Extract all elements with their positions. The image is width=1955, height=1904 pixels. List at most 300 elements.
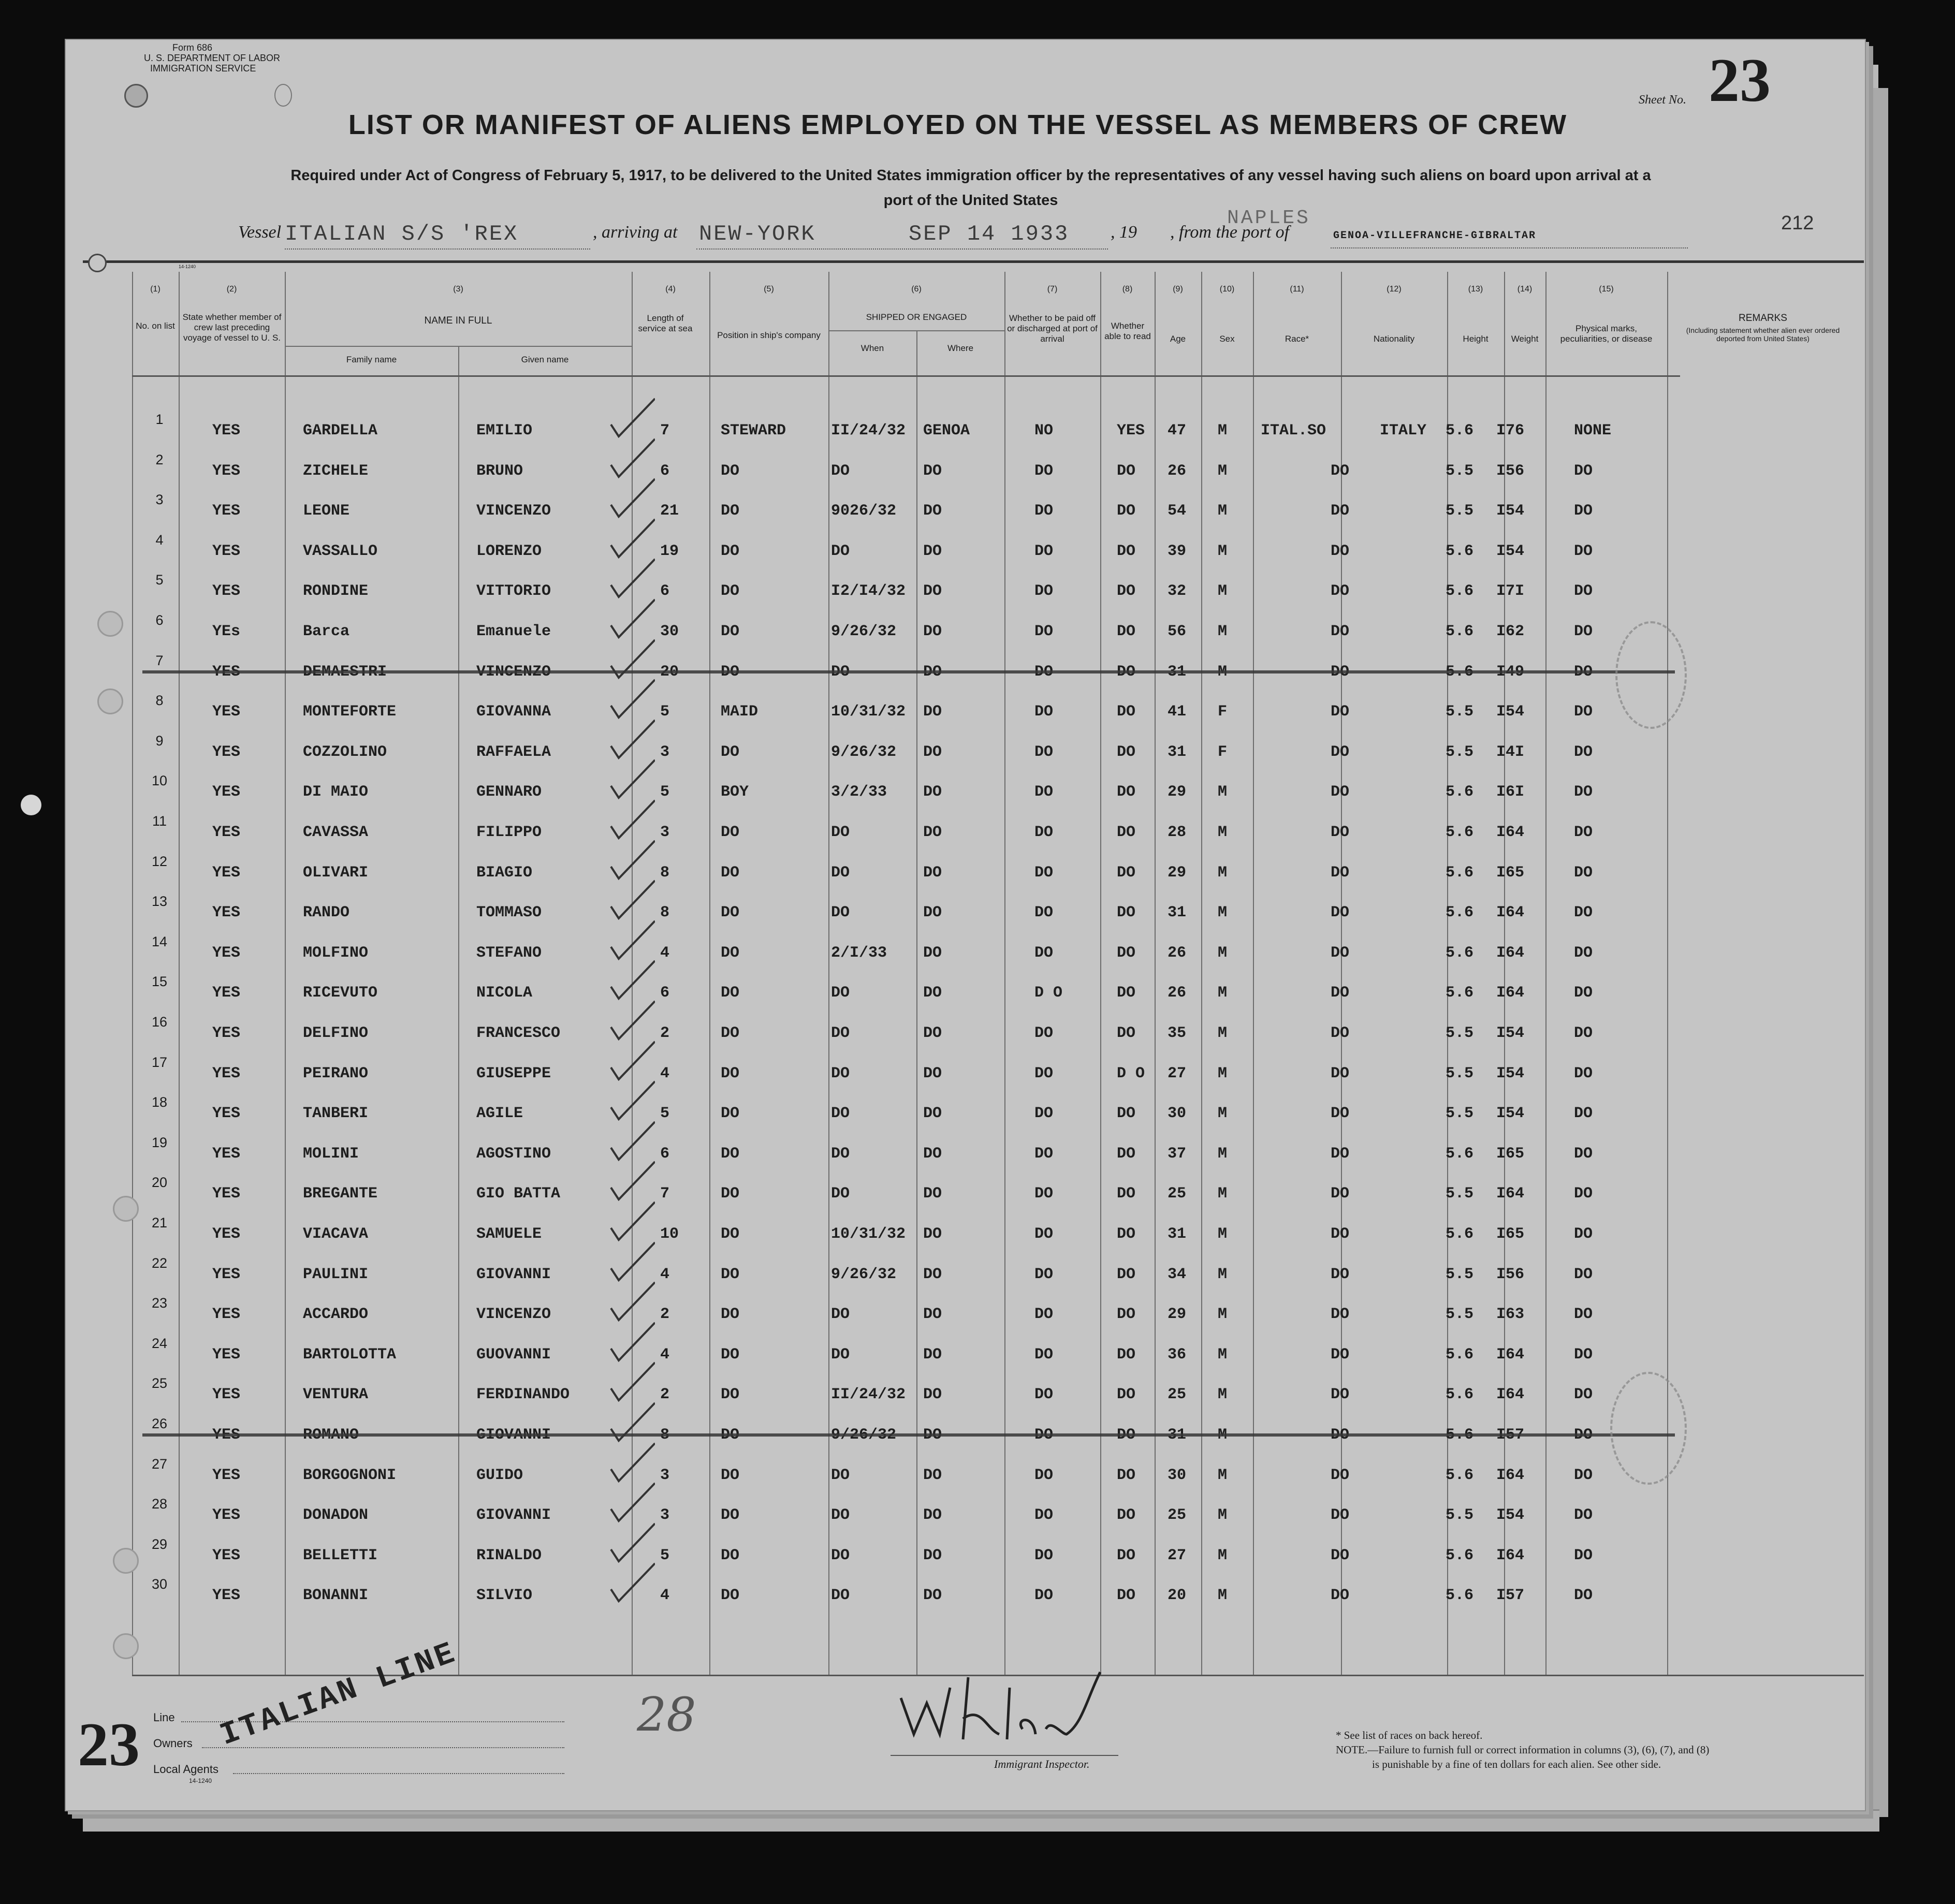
cell-physical: DO — [1574, 944, 1593, 962]
cell-state: YES — [212, 783, 241, 801]
cell-read: DO — [1117, 582, 1136, 601]
cell-weight: I54 — [1496, 1506, 1525, 1525]
cell-where: DO — [923, 1587, 942, 1605]
col-header-where: Where — [947, 343, 974, 353]
col-header-paid-off: Whether to be paid off or discharged at port of arrival — [1007, 313, 1098, 344]
cell-position: BOY — [721, 783, 749, 801]
cell-read: DO — [1117, 863, 1136, 882]
cell-weight: I56 — [1496, 462, 1525, 480]
back-sheet-bottom — [83, 1809, 1879, 1832]
cell-length: 5 — [660, 703, 670, 721]
cell-weight: I57 — [1496, 1426, 1525, 1444]
cell-where: DO — [923, 1466, 942, 1484]
cell-where: DO — [923, 1225, 942, 1243]
cell-sex: M — [1218, 1024, 1228, 1042]
cell-length: 5 — [660, 1546, 670, 1564]
col-num-11: (11) — [1290, 285, 1304, 294]
cell-height: 5.6 — [1446, 783, 1474, 801]
cell-height: 5.5 — [1446, 1185, 1474, 1203]
grid-line-13 — [1253, 272, 1254, 1675]
checkmark-icon — [603, 436, 655, 483]
cell-paid: DO — [1034, 1546, 1054, 1564]
cell-sex: F — [1218, 703, 1228, 721]
cell-position: DO — [721, 1345, 740, 1364]
cell-given: FILIPPO — [476, 824, 542, 841]
checkmark-icon — [603, 1039, 655, 1086]
back-sheet-edge-2 — [1872, 88, 1888, 1817]
cell-sex: M — [1218, 1345, 1228, 1364]
cell-age: 30 — [1168, 1105, 1187, 1123]
cell-read: DO — [1117, 1265, 1136, 1283]
row-number: 2 — [155, 451, 164, 467]
row-number: 11 — [152, 813, 167, 829]
cell-state: YES — [212, 1024, 241, 1042]
cell-race: DO — [1331, 944, 1350, 962]
sheet-number: 23 — [1709, 46, 1771, 114]
col-header-given: Given name — [521, 355, 569, 364]
row-number: 21 — [151, 1215, 168, 1231]
cell-length: 4 — [660, 1265, 670, 1283]
cell-family: MOLINI — [303, 1145, 359, 1163]
cell-sex: M — [1218, 1265, 1228, 1283]
cell-when: 10/31/32 — [831, 703, 906, 721]
row-number: 26 — [151, 1416, 168, 1431]
cell-given: TOMMASO — [476, 904, 542, 922]
cell-where: DO — [923, 542, 942, 560]
cell-where: DO — [923, 1105, 942, 1123]
cell-race: DO — [1331, 1024, 1350, 1042]
cell-family: LEONE — [303, 502, 350, 520]
cell-length: 30 — [660, 623, 679, 640]
strike-through-line — [142, 1433, 1675, 1437]
col-header-state: State whether member of crew last preceding voyage of vessel to U. S. — [182, 312, 282, 343]
cell-physical: DO — [1574, 663, 1593, 681]
checkmark-icon — [603, 1400, 655, 1447]
cell-when: DO — [831, 984, 850, 1002]
cell-age: 26 — [1168, 462, 1187, 480]
cell-given: SAMUELE — [476, 1225, 542, 1243]
checkmark-icon — [603, 1561, 655, 1607]
cell-paid: DO — [1034, 663, 1054, 681]
checkmark-icon — [603, 1119, 655, 1166]
cell-age: 20 — [1168, 1587, 1187, 1605]
row-number: 1 — [155, 412, 164, 427]
ship-number: 212 — [1781, 212, 1814, 234]
year-label: , 19 — [1111, 223, 1137, 242]
cell-weight: I56 — [1496, 1265, 1525, 1283]
cell-given: STEFANO — [476, 944, 542, 962]
cell-paid: DO — [1034, 1265, 1054, 1283]
cell-height: 5.5 — [1446, 743, 1474, 761]
cell-age: 29 — [1168, 863, 1187, 882]
checkmark-icon — [603, 1521, 655, 1568]
strike-through-line — [142, 670, 1675, 673]
grid-line-10 — [1100, 272, 1101, 1675]
cell-age: 31 — [1168, 904, 1187, 922]
cell-position: DO — [721, 904, 740, 922]
grid-line-16 — [1504, 272, 1505, 1675]
cell-state: YES — [212, 1587, 241, 1605]
row-number: 13 — [151, 894, 168, 910]
row-number: 10 — [151, 773, 168, 789]
cell-race: DO — [1331, 863, 1350, 882]
cell-where: DO — [923, 824, 942, 841]
cell-position: DO — [721, 1105, 740, 1123]
cell-length: 7 — [660, 1185, 670, 1203]
cell-where: DO — [923, 1145, 942, 1163]
cell-race: DO — [1331, 1225, 1350, 1243]
checkmark-icon — [603, 878, 655, 925]
cell-length: 8 — [660, 863, 670, 882]
cell-when: DO — [831, 863, 850, 882]
grid-line-14 — [1341, 272, 1342, 1675]
cell-length: 3 — [660, 824, 670, 841]
cell-where: DO — [923, 462, 942, 480]
cell-length: 2 — [660, 1306, 670, 1324]
cell-when: DO — [831, 542, 850, 560]
cell-weight: I65 — [1496, 1145, 1525, 1163]
cell-sex: M — [1218, 984, 1228, 1002]
cell-family: VASSALLO — [303, 542, 378, 560]
cell-state: YES — [212, 582, 241, 601]
cell-length: 4 — [660, 1587, 670, 1605]
checkmark-icon — [603, 999, 655, 1045]
cell-position: DO — [721, 1145, 740, 1163]
col-num-13: (13) — [1468, 285, 1483, 294]
footer-owners-underline — [202, 1747, 564, 1748]
punch-hole-dark — [21, 795, 41, 815]
cell-state: YES — [212, 422, 241, 440]
col-header-nationality: Nationality — [1373, 334, 1415, 344]
cell-position: DO — [721, 863, 740, 882]
cell-height: 5.6 — [1446, 824, 1474, 841]
cell-when: DO — [831, 663, 850, 681]
row-number: 5 — [155, 572, 164, 588]
cell-state: YES — [212, 1064, 241, 1082]
cell-length: 19 — [660, 542, 679, 560]
cell-paid: DO — [1034, 1386, 1054, 1404]
cell-physical: DO — [1574, 904, 1593, 922]
cell-height: 5.6 — [1446, 984, 1474, 1002]
cell-state: YES — [212, 1546, 241, 1564]
cell-state: YES — [212, 1105, 241, 1123]
vessel-label: Vessel — [238, 223, 282, 242]
cell-when: DO — [831, 1546, 850, 1564]
checkmark-icon — [603, 1079, 655, 1125]
manifest-sheet — [65, 39, 1866, 1811]
col-header-remarks: REMARKS — [1739, 313, 1787, 324]
cell-paid: NO — [1034, 422, 1054, 440]
inspector-underline — [891, 1755, 1118, 1756]
col-num-12: (12) — [1387, 285, 1402, 294]
cell-age: 30 — [1168, 1466, 1187, 1484]
checkmark-icon — [603, 396, 655, 443]
cell-when: I2/I4/32 — [831, 582, 906, 601]
row-number: 29 — [151, 1536, 168, 1552]
cell-sex: M — [1218, 663, 1228, 681]
cell-race: DO — [1331, 1386, 1350, 1404]
col-header-sex: Sex — [1219, 334, 1235, 344]
cell-where: DO — [923, 1265, 942, 1283]
arriving-label: , arriving at — [593, 223, 678, 242]
cell-given: FRANCESCO — [476, 1024, 561, 1042]
port-underline — [1331, 247, 1688, 248]
binder-hole-2 — [97, 689, 123, 714]
cell-age: 27 — [1168, 1546, 1187, 1564]
cell-given: AGOSTINO — [476, 1145, 551, 1163]
cell-when: DO — [831, 904, 850, 922]
cell-paid: DO — [1034, 1064, 1054, 1082]
cell-family: DEMAESTRI — [303, 663, 387, 681]
cell-height: 5.5 — [1446, 1064, 1474, 1082]
cell-physical: DO — [1574, 1506, 1593, 1525]
cell-where: DO — [923, 1426, 942, 1444]
cell-race: DO — [1331, 703, 1350, 721]
vessel-underline — [285, 248, 590, 250]
cell-height: 5.6 — [1446, 863, 1474, 882]
cell-paid: DO — [1034, 1185, 1054, 1203]
checkmark-icon — [603, 556, 655, 603]
grid-line-15 — [1447, 272, 1448, 1675]
cell-when: DO — [831, 1024, 850, 1042]
cell-read: DO — [1117, 1506, 1136, 1525]
cell-family: PAULINI — [303, 1265, 369, 1283]
cell-given: RAFFAELA — [476, 743, 551, 761]
cell-height: 5.5 — [1446, 462, 1474, 480]
page-title: LIST OR MANIFEST OF ALIENS EMPLOYED ON THE VESSEL AS MEMBERS OF CREW — [348, 109, 1568, 140]
department-seal-icon — [124, 84, 148, 108]
cell-race: DO — [1331, 582, 1350, 601]
cell-state: YES — [212, 944, 241, 962]
cell-where: GENOA — [923, 422, 970, 440]
cell-when: DO — [831, 1105, 850, 1123]
cell-read: D O — [1117, 1064, 1145, 1082]
checkmark-icon — [603, 637, 655, 684]
cell-state: YES — [212, 462, 241, 480]
cell-sex: M — [1218, 1145, 1228, 1163]
cell-age: 25 — [1168, 1185, 1187, 1203]
cell-physical: DO — [1574, 703, 1593, 721]
cell-family: BREGANTE — [303, 1185, 378, 1203]
cell-where: DO — [923, 984, 942, 1002]
cell-read: DO — [1117, 1225, 1136, 1243]
cell-race: DO — [1331, 502, 1350, 520]
cell-age: 25 — [1168, 1506, 1187, 1525]
cell-sex: M — [1218, 1466, 1228, 1484]
cell-physical: DO — [1574, 1145, 1593, 1163]
cell-physical: NONE — [1574, 422, 1612, 440]
cell-position: STEWARD — [721, 422, 786, 440]
cell-height: 5.5 — [1446, 1265, 1474, 1283]
col-header-length: Length of service at sea — [638, 313, 693, 333]
col-num-14: (14) — [1517, 285, 1533, 294]
small-code: 14-1240 — [179, 264, 196, 269]
cell-read: DO — [1117, 1105, 1136, 1123]
cell-read: DO — [1117, 1024, 1136, 1042]
cell-family: ROMANO — [303, 1426, 359, 1444]
cell-physical: DO — [1574, 863, 1593, 882]
cell-age: 36 — [1168, 1345, 1187, 1364]
cell-height: 5.5 — [1446, 1306, 1474, 1324]
cell-position: DO — [721, 582, 740, 601]
checkmark-icon — [603, 1199, 655, 1246]
cell-state: YES — [212, 1185, 241, 1203]
cell-position: DO — [721, 1546, 740, 1564]
cell-sex: M — [1218, 462, 1228, 480]
cell-read: DO — [1117, 542, 1136, 560]
cell-physical: DO — [1574, 1466, 1593, 1484]
row-number: 8 — [155, 693, 164, 709]
cell-position: DO — [721, 1506, 740, 1525]
cell-paid: DO — [1034, 703, 1054, 721]
cell-height: 5.6 — [1446, 582, 1474, 601]
cell-state: YES — [212, 502, 241, 520]
cell-where: DO — [923, 1386, 942, 1404]
cell-weight: I64 — [1496, 904, 1525, 922]
footer-line-label: Line — [153, 1711, 175, 1724]
cell-read: DO — [1117, 743, 1136, 761]
cell-family: ZICHELE — [303, 462, 369, 480]
footnotes — [1336, 1728, 1709, 1771]
cell-family: TANBERI — [303, 1105, 369, 1123]
cell-weight: I54 — [1496, 542, 1525, 560]
cell-given: BIAGIO — [476, 863, 533, 882]
cell-physical: DO — [1574, 1064, 1593, 1082]
cell-given: BRUNO — [476, 462, 523, 480]
cell-family: ACCARDO — [303, 1306, 369, 1324]
cell-physical: DO — [1574, 1306, 1593, 1324]
cell-height: 5.6 — [1446, 1145, 1474, 1163]
cell-family: MONTEFORTE — [303, 703, 397, 721]
row-number: 20 — [151, 1175, 168, 1191]
cell-state: YES — [212, 984, 241, 1002]
row-number: 4 — [155, 532, 164, 548]
cell-given: VINCENZO — [476, 502, 551, 520]
arriving-underline — [696, 248, 1108, 250]
cell-length: 2 — [660, 1386, 670, 1404]
vessel-value: ITALIAN S/S 'REX — [285, 222, 519, 246]
cell-where: DO — [923, 1185, 942, 1203]
cell-race: DO — [1331, 1426, 1350, 1444]
cell-height: 5.6 — [1446, 904, 1474, 922]
row-number: 7 — [155, 652, 164, 668]
checkmark-icon — [603, 838, 655, 885]
stamp-sheet-number: 23 — [78, 1710, 140, 1779]
cell-physical: DO — [1574, 623, 1593, 640]
cell-read: DO — [1117, 1345, 1136, 1364]
cell-read: DO — [1117, 783, 1136, 801]
subtitle-line-1: Required under Act of Congress of February 5, 1917, to be delivered to the United States immigration officer by the representatives of any vessel having such aliens on board upon arrival at a — [290, 167, 1651, 184]
cell-read: DO — [1117, 502, 1136, 520]
cell-sex: M — [1218, 623, 1228, 640]
cell-position: DO — [721, 1185, 740, 1203]
checkmark-icon — [603, 1441, 655, 1487]
cell-weight: I6I — [1496, 783, 1525, 801]
cell-paid: DO — [1034, 1506, 1054, 1525]
consular-stamp-icon — [1615, 621, 1687, 729]
cell-paid: DO — [1034, 1587, 1054, 1605]
cell-length: 3 — [660, 1466, 670, 1484]
cell-race: DO — [1331, 623, 1350, 640]
cell-paid: DO — [1034, 1466, 1054, 1484]
cell-age: 31 — [1168, 743, 1187, 761]
cell-physical: DO — [1574, 1345, 1593, 1364]
cell-read: DO — [1117, 1386, 1136, 1404]
cell-physical: DO — [1574, 1587, 1593, 1605]
grid-line-3 — [285, 272, 286, 1675]
cell-age: 25 — [1168, 1386, 1187, 1404]
cell-given: VINCENZO — [476, 663, 551, 681]
cell-state: YEs — [212, 623, 241, 640]
cell-position: DO — [721, 1587, 740, 1605]
footer-owners-label: Owners — [153, 1737, 193, 1750]
cell-age: 56 — [1168, 623, 1187, 640]
cell-race: DO — [1331, 542, 1350, 560]
cell-state: YES — [212, 1145, 241, 1163]
cell-position: DO — [721, 1064, 740, 1082]
cell-physical: DO — [1574, 984, 1593, 1002]
cell-weight: I76 — [1496, 422, 1525, 440]
checkmark-icon — [603, 476, 655, 523]
arrival-date: SEP 14 1933 — [909, 222, 1070, 246]
cell-weight: I54 — [1496, 703, 1525, 721]
cell-sex: M — [1218, 1225, 1228, 1243]
cell-race: DO — [1331, 1466, 1350, 1484]
col-num-3: (3) — [453, 285, 463, 294]
cell-when: 9/26/32 — [831, 623, 897, 640]
col-num-9: (9) — [1173, 285, 1183, 294]
checkmark-icon — [603, 1360, 655, 1407]
cell-position: DO — [721, 743, 740, 761]
cell-physical: DO — [1574, 1024, 1593, 1042]
col-header-physical: Physical marks, peculiarities, or disease — [1560, 324, 1653, 344]
cell-state: YES — [212, 1426, 241, 1444]
cell-where: DO — [923, 582, 942, 601]
cell-length: 6 — [660, 1145, 670, 1163]
cell-position: DO — [721, 502, 740, 520]
cell-physical: DO — [1574, 1426, 1593, 1444]
cell-family: BARTOLOTTA — [303, 1345, 397, 1364]
cell-when: 2/I/33 — [831, 944, 887, 962]
cell-sex: M — [1218, 1306, 1228, 1324]
cell-family: RONDINE — [303, 582, 369, 601]
tally-note: 28 — [637, 1688, 696, 1742]
cell-weight: I64 — [1496, 1466, 1525, 1484]
cell-given: SILVIO — [476, 1587, 533, 1605]
cell-paid: DO — [1034, 582, 1054, 601]
cell-given: GIOVANNI — [476, 1426, 551, 1444]
cell-state: YES — [212, 663, 241, 681]
cell-height: 5.6 — [1446, 1546, 1474, 1564]
row-number: 9 — [155, 733, 164, 749]
cell-position: DO — [721, 462, 740, 480]
checkmark-icon — [603, 757, 655, 804]
col-header-read: Whether able to read — [1104, 321, 1151, 341]
cell-race: DO — [1331, 462, 1350, 480]
cell-family: BONANNI — [303, 1587, 369, 1605]
cell-age: 37 — [1168, 1145, 1187, 1163]
cell-when: 3/2/33 — [831, 783, 887, 801]
cell-physical: DO — [1574, 743, 1593, 761]
cell-age: 35 — [1168, 1024, 1187, 1042]
cell-race: DO — [1331, 1345, 1350, 1364]
cell-weight: I64 — [1496, 1386, 1525, 1404]
cell-state: YES — [212, 1265, 241, 1283]
cell-race: DO — [1331, 663, 1350, 681]
col-num-7: (7) — [1047, 285, 1058, 294]
cell-paid: DO — [1034, 1024, 1054, 1042]
cell-sex: F — [1218, 743, 1228, 761]
